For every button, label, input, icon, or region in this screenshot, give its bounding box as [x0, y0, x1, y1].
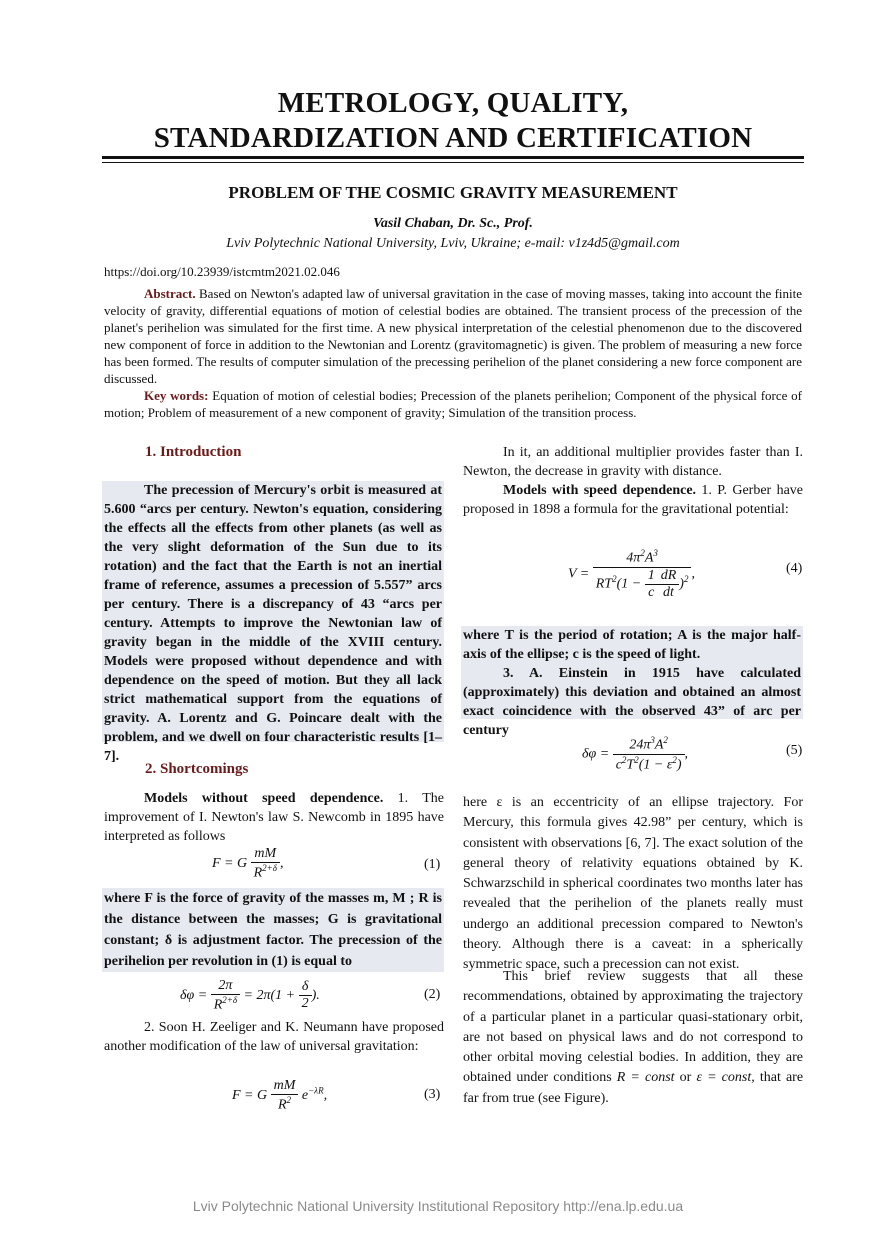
equation-2: δφ = $\frac{2\pi}{R^{2+\delta}}$ = 2π(1 + $\frac{\delta}{2}$ ). — [180, 978, 320, 1013]
models-without-speed-text: 1. The improvement of I. Newton's law S. Newcomb in 1895 have interpreted as follows — [104, 791, 445, 844]
models-without-speed-paragraph — [104, 789, 444, 846]
review-condition-e: ε = const, — [696, 1070, 755, 1086]
abstract-label: Abstract. — [144, 286, 196, 301]
equation-1: F = G $\frac{mM}{R^{2+\delta}}$ , — [212, 846, 284, 881]
keywords-label: Key words: — [144, 388, 209, 403]
review-text-a: This brief review suggests that all these recommendations, obtained by approximating the trajectory of a particular planet in a particular quasi-stationary orbit, are not based on physical laws and do not correspond to other orbital moving celestial bodies. In addition, they are obtained under conditions — [463, 969, 803, 1086]
keywords-text: Equation of motion of celestial bodies; Precession of the planets perihelion; Component of the physical force of motion; Problem of measurement of a new component of gravity; Simulation of the transition process. — [104, 388, 803, 420]
review-condition-r: R = const — [616, 1070, 675, 1086]
header-rule-thick — [102, 156, 804, 159]
paper-affiliation: Lviv Polytechnic National University, Lviv, Ukraine; e-mail: v1z4d5@gmail.com — [226, 236, 680, 251]
equation-5-number: (5) — [786, 743, 803, 758]
equation-3-number: (3) — [424, 1087, 441, 1102]
zeeliger-paragraph: 2. Soon H. Zeeliger and K. Neumann have proposed another modification of the law of universal gravitation: — [104, 1020, 444, 1054]
equation-4-number: (4) — [786, 561, 803, 576]
paper-title: PROBLEM OF THE COSMIC GRAVITY MEASUREMENT — [228, 183, 678, 202]
equation-4-where-paragraph: where T is the period of rotation; A is the major half-axis of the ellipse; c is the speed of light. — [463, 628, 801, 662]
equation-5-where-paragraph: here ε is an eccentricity of an ellipse trajectory. For Mercury, this formula gives 42.98” per century, which is consistent with observations [6, 7]. The exact solution of the general theory of relativity equations obtained by K. Schwarzschild in spherical coordinates two months later has revealed that the perihelion of the planets really must undergo an additional precession compared to Newton's theory. Although there is a caveat: in a spherically symmetric space, such a precession can not exist. — [463, 795, 803, 973]
review-paragraph — [463, 967, 803, 1109]
journal-title-line2: STANDARDIZATION AND CERTIFICATION — [153, 122, 753, 154]
models-with-speed-paragraph — [463, 481, 803, 519]
models-with-speed-text: 1. P. Gerber have proposed in 1898 a formula for the gravitational potential: — [463, 483, 803, 517]
review-text-b: that are far from true (see Figure). — [463, 1070, 804, 1106]
equation-2-number: (2) — [424, 987, 441, 1002]
repository-footer: Lviv Polytechnic National University Institutional Repository http://ena.lp.edu.ua — [192, 1198, 684, 1214]
models-with-speed-label: Models with speed dependence. — [503, 483, 697, 498]
section-shortcomings-heading: 2. Shortcomings — [145, 761, 249, 777]
header-rule-thin — [102, 162, 804, 163]
models-without-speed-label: Models without speed dependence. — [144, 791, 384, 806]
equation-1-number: (1) — [424, 857, 441, 872]
equation-1-where-paragraph: where F is the force of gravity of the masses m, M ; R is the distance between the masses; G is gravitational constant; δ is adjustment factor. The precession of the perihelion per revolution in (1) is equal to — [102, 888, 444, 972]
abstract-text: Based on Newton's adapted law of universal gravitation in the case of moving masses, taking into account the finite velocity of gravity, differential equations of motion of celestial bodies are obtained. The transient process of the precession of the planet's perihelion was simulated for the first time. A new physical interpretation of the celestial phenomenon due to the discovered new component of force in addition to the Newtonian and Lorentz (gravitomagnetic) is given. The problem of measuring a new force has been formed. The results of computer simulation of the precessing perihelion of the planet considering a new force component are discussed. — [104, 286, 803, 386]
journal-header — [100, 86, 806, 156]
journal-title-line1: METROLOGY, QUALITY, — [277, 87, 629, 119]
doi-link[interactable]: https://doi.org/10.23939/istcmtm2021.02.046 — [104, 264, 340, 279]
abstract-block — [104, 285, 802, 421]
equation-5: δφ = $\frac{24\pi^3A^2}{c^2T^2(1 - \varepsilon^2)}$ , — [582, 735, 689, 773]
equation-3: F = G $\frac{mM}{R^2}$ $e^{-\lambda R}$, — [232, 1078, 328, 1113]
paper-author: Vasil Chaban, Dr. Sc., Prof. — [373, 216, 533, 231]
einstein-paragraph: 3. A. Einstein in 1915 have calculated (approximately) this deviation and obtained an almost exact coincidence with the observed 43” of arc per century — [463, 666, 801, 738]
section-introduction-heading: 1. Introduction — [145, 444, 242, 460]
equation-4: V = $4\pi^2A^3$ $RT^2(1$ − $\frac{1}{c}$ $\frac{dR}{dt}$ )$^2$ , — [568, 548, 695, 600]
introduction-paragraph: The precession of Mercury's orbit is measured at 5.600 “arcs per century. Newton's equation, considering the effects all the effects from other planets (as well as the very slight deformation of the Sun due to its rotation) and the fact that the Earth is not an inertial frame of reference, assumes a precession of 5.557” arcs per century. There is a discrepancy of 43 “arcs per century. Attempts to improve the Newtonian law of gravity began in the middle of the XVIII century. Models were proposed without dependence and with dependence on the speed of motion. But they all lack strict mathematical support from the equations of gravity. A. Lorentz and G. Poincare dealt with the problem, and we dwell on four characteristic results [1–7]. — [104, 483, 442, 764]
review-or: or — [679, 1070, 692, 1086]
right-intro-paragraph: In it, an additional multiplier provides faster than I. Newton, the decrease in gravity with distance. — [463, 445, 803, 479]
